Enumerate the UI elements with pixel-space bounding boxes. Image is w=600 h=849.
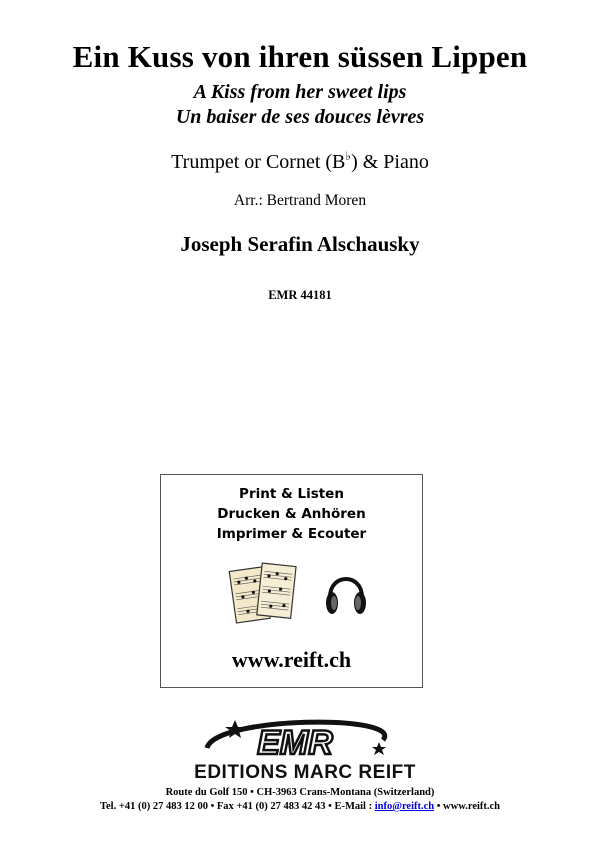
subtitle-english: A Kiss from her sweet lips (193, 81, 407, 103)
print-listen-box (160, 474, 423, 688)
subtitle-french: Un baiser de ses douces lèvres (175, 106, 425, 128)
logo-emr-text: EMR (257, 724, 333, 762)
email-link[interactable]: info@reift.ch (374, 801, 435, 812)
publisher-address: Route du Golf 150 • CH-3963 Crans-Montana (Switzerland) (165, 787, 435, 798)
headphones-icon (324, 563, 368, 619)
contact-website: • www.reift.ch (434, 801, 501, 812)
promo-line-english: Print & Listen (239, 486, 344, 502)
instrumentation-text-end: ) & Piano (351, 151, 429, 173)
catalog-number: EMR 44181 (268, 288, 332, 302)
publisher-name: EDITIONS MARC REIFT (194, 762, 416, 783)
promo-line-french: Imprimer & Ecouter (216, 526, 367, 542)
promo-line-german: Drucken & Anhören (217, 506, 366, 522)
instrumentation (0, 151, 600, 174)
publisher-contact (0, 801, 600, 812)
contact-phone-fax: Tel. +41 (0) 27 483 12 00 • Fax +41 (0) 27 483 42 43 • E-Mail : (99, 801, 375, 812)
sheet-music-icon (227, 559, 307, 631)
promo-url[interactable]: www.reift.ch (231, 647, 352, 672)
instrumentation-text-start: Trumpet or Cornet (B (171, 151, 346, 173)
arranger: Arr.: Bertrand Moren (233, 192, 367, 209)
flat-sign: ♭ (345, 149, 352, 163)
editions-marc-reift-logo (155, 710, 455, 785)
composer: Joseph Serafin Alschausky (180, 232, 420, 256)
score-title: Ein Kuss von ihren süssen Lippen (72, 39, 528, 74)
